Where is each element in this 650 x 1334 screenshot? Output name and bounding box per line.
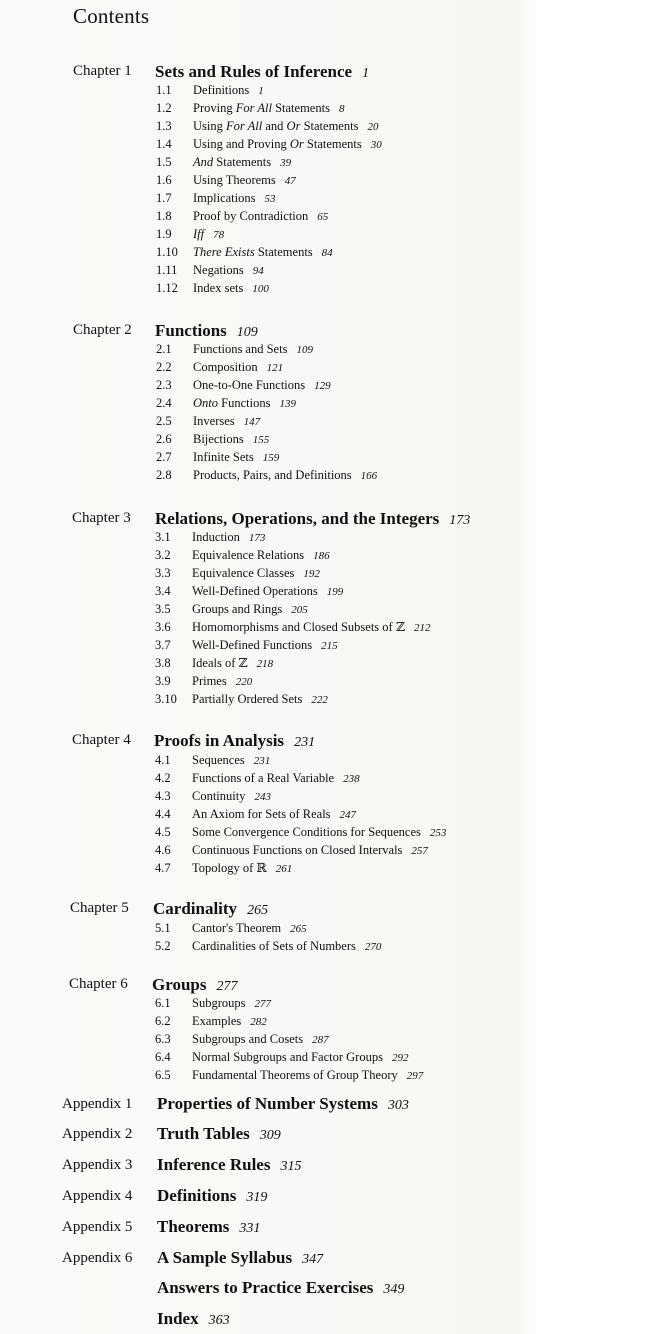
appendix-title-text: Properties of Number Systems: [157, 1094, 378, 1113]
section-title: [193, 466, 377, 485]
section-number: 4.6: [155, 843, 171, 857]
section-title-text: Index sets: [193, 281, 244, 295]
section-title: [192, 1012, 267, 1031]
section-number: 4.3: [155, 789, 171, 803]
section-page-number: 39: [280, 157, 292, 169]
section-title-text: Fundamental Theorems of Group Theory: [192, 1068, 398, 1082]
section-title: [193, 394, 296, 413]
section-title-italic: Or: [289, 137, 304, 151]
section-page-number: 261: [275, 863, 293, 875]
section-title: [192, 582, 343, 601]
section-title: [192, 528, 265, 547]
appendix-page-number: 319: [246, 1190, 268, 1205]
section-number: 1.6: [156, 173, 172, 187]
section-title: [193, 135, 382, 154]
section-title-text: Induction: [192, 530, 240, 544]
section-title: [192, 841, 428, 860]
section-title-text: Cardinalities of Sets of Numbers: [192, 939, 356, 953]
section-title-text: Normal Subgroups and Factor Groups: [192, 1050, 383, 1064]
section-title: [193, 189, 276, 208]
section-page-number: 8: [338, 103, 345, 115]
section-number: 6.4: [155, 1050, 171, 1064]
section-number: 1.10: [156, 245, 178, 259]
section-page-number: 1: [258, 85, 264, 97]
section-title: [192, 751, 270, 770]
section-title-text: Negations: [193, 263, 244, 277]
section-title-text: Bijections: [193, 432, 244, 446]
section-page-number: 297: [406, 1070, 424, 1082]
appendix-title-text: Definitions: [157, 1186, 237, 1205]
section-title: [193, 153, 291, 172]
section-number: 1.7: [156, 191, 172, 205]
section-number: 1.2: [156, 101, 172, 115]
section-title-text: Examples: [192, 1014, 242, 1028]
section-title: [192, 859, 292, 878]
section-page-number: 100: [252, 283, 269, 295]
chapter-page-number: 173: [449, 513, 471, 528]
contents-heading: Contents: [73, 4, 150, 28]
section-title-text: Implications: [193, 191, 256, 205]
section-number: 5.1: [155, 921, 171, 935]
section-title: [193, 81, 264, 100]
section-title: [193, 279, 269, 298]
section-page-number: 220: [235, 676, 253, 688]
chapter-title-text: Proofs in Analysis: [154, 731, 285, 750]
chapter-title: [154, 731, 315, 751]
section-page-number: 257: [411, 845, 428, 857]
section-page-number: 147: [243, 416, 261, 428]
chapter-label: Chapter 6: [69, 976, 128, 992]
section-page-number: 192: [303, 568, 320, 580]
chapter-page-number: 109: [236, 325, 258, 340]
section-page-number: 155: [252, 434, 270, 446]
appendix-page-number: 309: [259, 1128, 281, 1143]
section-title: [192, 1066, 423, 1085]
chapter-page-number: 1: [362, 66, 370, 81]
section-title-text: Subgroups: [192, 996, 246, 1010]
section-number: 6.3: [155, 1032, 171, 1046]
section-title-text: Products, Pairs, and Definitions: [193, 468, 352, 482]
section-page-number: 218: [256, 658, 274, 670]
chapter-title: [155, 62, 369, 82]
section-title: [192, 546, 330, 565]
section-title-text: Homomorphisms and Closed Subsets of ℤ: [192, 620, 405, 634]
appendix-page-number: 315: [280, 1159, 302, 1174]
section-number: 3.4: [155, 584, 171, 598]
appendix-title: [157, 1155, 301, 1175]
appendix-page-number: 349: [383, 1282, 405, 1297]
section-title-italic: Or: [286, 119, 301, 133]
section-page-number: 173: [248, 532, 266, 544]
section-title: [192, 564, 320, 583]
section-number: 6.1: [155, 996, 171, 1010]
section-number: 3.9: [155, 674, 171, 688]
section-title: [192, 823, 446, 842]
section-title-text: Definitions: [193, 83, 250, 97]
section-number: 2.6: [156, 432, 172, 446]
appendix-title: [157, 1094, 409, 1114]
section-number: 3.3: [155, 566, 171, 580]
section-title-italic: Iff: [193, 227, 205, 241]
section-title-text: Continuous Functions on Closed Intervals: [192, 843, 403, 857]
appendix-label: Appendix 1: [62, 1096, 133, 1112]
section-title: [193, 171, 296, 190]
section-title-text: Using and Proving: [193, 137, 290, 151]
section-title: [193, 243, 333, 262]
appendix-label: Appendix 2: [62, 1126, 133, 1142]
section-number: 3.2: [155, 548, 171, 562]
section-title-text: One-to-One Functions: [193, 378, 306, 392]
section-title-italic: There Exists: [193, 245, 255, 259]
section-number: 1.9: [156, 227, 172, 241]
chapter-label: Chapter 4: [72, 732, 131, 748]
section-page-number: 270: [364, 941, 382, 953]
section-page-number: 109: [296, 344, 313, 356]
section-number: 2.4: [156, 396, 172, 410]
section-page-number: 231: [253, 755, 271, 767]
section-number: 1.8: [156, 209, 172, 223]
section-title: [192, 919, 307, 938]
appendix-title-text: Answers to Practice Exercises: [157, 1278, 374, 1297]
appendix-title: [157, 1186, 267, 1206]
section-page-number: 84: [321, 247, 333, 259]
section-title-text: Equivalence Relations: [192, 548, 305, 562]
section-number: 4.1: [155, 753, 171, 767]
appendix-label: Appendix 4: [62, 1188, 133, 1204]
section-number: 4.5: [155, 825, 171, 839]
chapter-title: [155, 509, 470, 529]
chapter-title-text: Relations, Operations, and the Integers: [155, 509, 440, 528]
section-title-text: Inverses: [193, 414, 235, 428]
chapter-page-number: 277: [216, 979, 238, 994]
section-page-number: 199: [326, 586, 344, 598]
section-title: [192, 600, 308, 619]
section-number: 3.1: [155, 530, 171, 544]
section-title: [192, 672, 252, 691]
appendix-label: Appendix 5: [62, 1219, 133, 1235]
section-title: [193, 358, 283, 377]
section-number: 4.2: [155, 771, 171, 785]
section-number: 3.10: [155, 692, 177, 706]
section-title-text: Functions and Sets: [193, 342, 288, 356]
section-title-text: Statements: [213, 155, 272, 169]
section-number: 1.5: [156, 155, 172, 169]
section-title: [193, 412, 260, 431]
section-number: 1.12: [156, 281, 178, 295]
section-title-text: Topology of ℝ: [192, 861, 267, 875]
section-number: 4.4: [155, 807, 171, 821]
appendix-page-number: 331: [239, 1221, 261, 1236]
chapter-label: Chapter 5: [70, 900, 129, 916]
appendix-page-number: 347: [302, 1252, 324, 1267]
section-page-number: 65: [317, 211, 329, 223]
appendix-title-text: Truth Tables: [157, 1124, 250, 1143]
section-title-text: Statements: [303, 137, 362, 151]
section-title: [193, 207, 328, 226]
section-title-text: Well-Defined Operations: [192, 584, 318, 598]
chapter-title: [153, 899, 268, 919]
section-page-number: 186: [313, 550, 330, 562]
section-title-italic: For All: [226, 119, 263, 133]
section-page-number: 215: [321, 640, 338, 652]
section-page-number: 53: [264, 193, 276, 205]
section-page-number: 277: [254, 998, 271, 1010]
section-title-text: Groups and Rings: [192, 602, 283, 616]
section-number: 5.2: [155, 939, 171, 953]
section-title: [193, 117, 378, 136]
section-title: [193, 340, 313, 359]
appendix-title: [157, 1124, 281, 1144]
appendix-title: [157, 1309, 230, 1329]
appendix-label: Appendix 3: [62, 1157, 133, 1173]
section-page-number: 212: [413, 622, 431, 634]
appendix-title: [157, 1278, 404, 1298]
section-title: [192, 654, 273, 673]
section-page-number: 129: [314, 380, 331, 392]
chapter-title: [155, 321, 258, 341]
section-title: [192, 618, 430, 637]
section-title-text: Proof by Contradiction: [193, 209, 309, 223]
section-title-text: Functions of a Real Variable: [192, 771, 335, 785]
appendix-title: [157, 1248, 323, 1268]
section-number: 3.7: [155, 638, 171, 652]
section-number: 3.6: [155, 620, 171, 634]
section-number: 2.8: [156, 468, 172, 482]
section-number: 1.4: [156, 137, 172, 151]
section-title-text: Using Theorems: [193, 173, 276, 187]
section-page-number: 243: [254, 791, 271, 803]
section-page-number: 222: [311, 694, 328, 706]
section-title-text: Ideals of ℤ: [192, 656, 248, 670]
section-title-italic: For All: [235, 101, 272, 115]
section-title-text: Well-Defined Functions: [192, 638, 313, 652]
section-page-number: 292: [391, 1052, 409, 1064]
section-title-text: Sequences: [192, 753, 245, 767]
section-number: 2.3: [156, 378, 172, 392]
section-title-text: Equivalence Classes: [192, 566, 295, 580]
section-title: [192, 1048, 408, 1067]
section-title-text: Composition: [193, 360, 258, 374]
section-title: [192, 805, 356, 824]
chapter-label: Chapter 2: [73, 322, 132, 338]
section-page-number: 159: [262, 452, 280, 464]
section-title-text: Statements: [300, 119, 359, 133]
section-title: [193, 99, 344, 118]
section-title-text: Functions: [218, 396, 271, 410]
chapter-label: Chapter 3: [72, 510, 131, 526]
section-page-number: 247: [339, 809, 357, 821]
section-title: [193, 376, 331, 395]
section-title-italic: And: [193, 155, 214, 169]
section-title: [192, 769, 360, 788]
section-title: [192, 937, 381, 956]
chapter-page-number: 231: [294, 735, 316, 750]
section-title: [193, 448, 279, 467]
chapter-title-text: Functions: [155, 321, 227, 340]
section-number: 6.5: [155, 1068, 171, 1082]
section-page-number: 166: [360, 470, 378, 482]
section-title: [192, 994, 271, 1013]
section-title-text: Primes: [192, 674, 227, 688]
chapter-title-text: Groups: [152, 975, 207, 994]
section-number: 1.11: [156, 263, 178, 277]
section-title: [192, 787, 271, 806]
appendix-title-text: Index: [157, 1309, 199, 1328]
appendix-title-text: Inference Rules: [157, 1155, 271, 1174]
section-title: [193, 261, 264, 280]
section-number: 1.1: [156, 83, 172, 97]
section-page-number: 265: [290, 923, 307, 935]
section-page-number: 287: [312, 1034, 329, 1046]
section-page-number: 94: [252, 265, 264, 277]
appendix-page-number: 363: [208, 1313, 230, 1328]
section-title-text: Statements: [254, 245, 313, 259]
appendix-page-number: 303: [387, 1098, 409, 1113]
appendix-title: [157, 1217, 260, 1237]
section-number: 2.2: [156, 360, 172, 374]
section-number: 3.8: [155, 656, 171, 670]
section-title-italic: Onto: [193, 396, 218, 410]
section-page-number: 253: [429, 827, 447, 839]
section-page-number: 238: [343, 773, 360, 785]
chapter-title-text: Sets and Rules of Inference: [155, 62, 353, 81]
section-title-text: Cantor's Theorem: [192, 921, 282, 935]
chapter-page-number: 265: [247, 903, 269, 918]
section-title-text: and: [262, 119, 287, 133]
section-title: [192, 690, 328, 709]
section-number: 2.1: [156, 342, 172, 356]
section-title: [192, 636, 338, 655]
section-page-number: 205: [291, 604, 308, 616]
appendix-title-text: Theorems: [157, 1217, 230, 1236]
chapter-label: Chapter 1: [73, 63, 132, 79]
section-number: 4.7: [155, 861, 171, 875]
section-title: [192, 1030, 329, 1049]
section-page-number: 139: [279, 398, 296, 410]
section-title-text: Infinite Sets: [193, 450, 254, 464]
chapter-title-text: Cardinality: [153, 899, 238, 918]
section-number: 1.3: [156, 119, 172, 133]
section-title-text: Subgroups and Cosets: [192, 1032, 304, 1046]
section-number: 3.5: [155, 602, 171, 616]
appendix-label: Appendix 6: [62, 1250, 133, 1266]
section-page-number: 78: [213, 229, 225, 241]
section-page-number: 121: [266, 362, 284, 374]
section-title-text: Using: [193, 119, 226, 133]
section-title-text: Some Convergence Conditions for Sequences: [192, 825, 421, 839]
section-page-number: 47: [284, 175, 296, 187]
section-page-number: 30: [370, 139, 382, 151]
section-title-text: Partially Ordered Sets: [192, 692, 303, 706]
section-number: 2.5: [156, 414, 172, 428]
section-page-number: 20: [367, 121, 379, 133]
section-number: 6.2: [155, 1014, 171, 1028]
section-title-text: Continuity: [192, 789, 246, 803]
appendix-title-text: A Sample Syllabus: [157, 1248, 293, 1267]
section-title-text: Statements: [271, 101, 330, 115]
section-title-text: An Axiom for Sets of Reals: [192, 807, 331, 821]
chapter-title: [152, 975, 238, 995]
section-title-text: Proving: [193, 101, 236, 115]
section-title: [193, 430, 269, 449]
section-number: 2.7: [156, 450, 172, 464]
section-page-number: 282: [250, 1016, 267, 1028]
section-title: [193, 225, 224, 244]
